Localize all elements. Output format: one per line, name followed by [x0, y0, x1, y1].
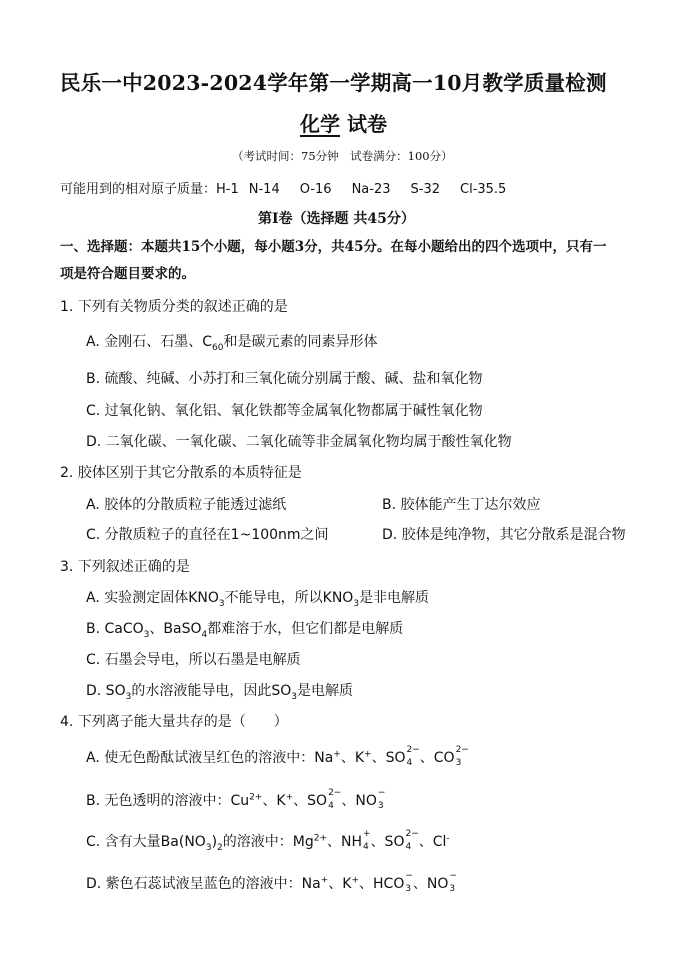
exam-title: 民乐一中2023-2024学年第一学期高一10月教学质量检测	[60, 71, 607, 95]
question-2-option-a: A. 胶体的分散质粒子能透过滤纸	[86, 497, 287, 513]
question-4-stem: 4. 下列离子能大量共存的是（ ）	[60, 714, 288, 730]
question-4-option-c: C. 含有大量$Ba(NO_3)_2$的溶液中：$Mg^{2+}$、NH + 4 、SO 2− 4 、Cl-	[86, 829, 450, 853]
question-1-option-b: B. 硫酸、纯碱、小苏打和三氧化硫分别属于酸、碱、盐和氧化物	[86, 371, 483, 387]
atom-h: H-1	[216, 182, 239, 197]
question-3-stem: 3. 下列叙述正确的是	[60, 559, 190, 575]
section-instructions-line2: 项是符合题目要求的。	[60, 266, 195, 282]
subject-underlined: 化学	[300, 112, 340, 136]
question-3-option-b: B. CaCO$_3$、BaSO$_4$都难溶于水，但它们都是电解质	[86, 621, 404, 640]
atom-o: O-16	[299, 182, 332, 197]
subject-rest: 试卷	[340, 112, 387, 136]
atoms-label: 可能用到的相对原子质量：	[60, 182, 217, 197]
question-3-option-c: C. 石墨会导电，所以石墨是电解质	[86, 652, 301, 668]
question-2-option-c: C. 分散质粒子的直径在1~100nm之间	[86, 527, 329, 543]
question-1-option-d: D. 二氧化碳、一氧化碳、二氧化硫等非金属氧化物均属于酸性氧化物	[86, 434, 512, 450]
question-3-option-a: A. 实验测定固体$KNO_3$不能导电，所以$KNO_3$是非电解质	[86, 590, 430, 609]
question-2-option-b: B. 胶体能产生丁达尔效应	[382, 497, 541, 513]
question-4-option-a: A. 使无色酚酞试液呈红色的溶液中：Na+、K+、SO 2− 4 、CO 2− 3	[86, 745, 469, 768]
question-1-option-a: A. 金刚石、石墨、$C_{60}$和是碳元素的同素异形体	[86, 334, 378, 353]
section-instructions-line1: 一、选择题：本题共15个小题，每小题3分，共45分。在每小题给出的四个选项中，只有一	[60, 239, 607, 255]
atomic-masses	[60, 178, 516, 197]
atom-s: S-32	[410, 182, 440, 197]
question-4-option-b: B. 无色透明的溶液中：$Cu^{2+}$、K+、SO 2− 4 、NO − 3	[86, 788, 386, 811]
atom-n: N-14	[248, 182, 280, 197]
question-2-option-d: D. 胶体是纯净物，其它分散系是混合物	[382, 527, 626, 543]
atom-cl: Cl-35.5	[460, 182, 507, 197]
question-2-stem: 2. 胶体区别于其它分散系的本质特征是	[60, 465, 302, 481]
exam-info: （考试时间：75分钟 试卷满分：100分）	[232, 149, 453, 163]
question-4-option-d: D. 紫色石蕊试液呈蓝色的溶液中：Na+、K+、HCO − 3 、NO − 3	[86, 871, 457, 894]
question-1-stem: 1. 下列有关物质分类的叙述正确的是	[60, 299, 288, 315]
exam-subject	[300, 108, 387, 137]
question-3-option-d: D. $SO_3$的水溶液能导电，因此$SO_3$是电解质	[86, 683, 353, 702]
part-heading: 第Ⅰ卷（选择题 共45分）	[258, 211, 415, 227]
atom-na: Na-23	[351, 182, 391, 197]
question-1-option-c: C. 过氧化钠、氧化铝、氧化铁都等金属氧化物都属于碱性氧化物	[86, 403, 483, 419]
